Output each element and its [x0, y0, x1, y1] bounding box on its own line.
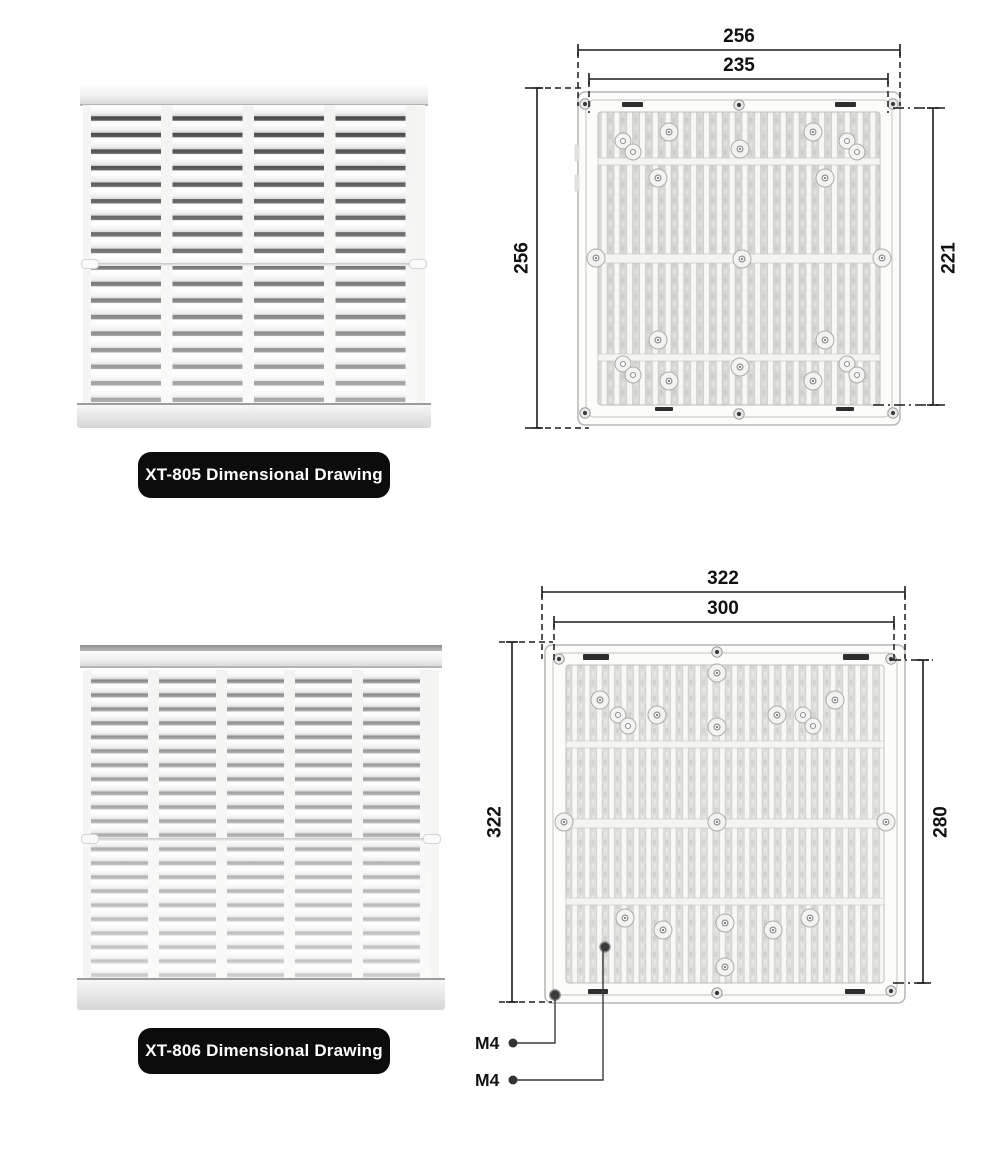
xt805-inner-width-value: 235: [723, 55, 755, 76]
xt805-inner-height-value: 221: [938, 242, 960, 274]
xt806-inner-width-value: 300: [707, 598, 739, 619]
xt806-photo-seam-tab-right: [423, 834, 441, 844]
xt805-photo-louver-area: [83, 105, 425, 403]
xt806-photo-louver-slots: [91, 670, 431, 978]
xt806-label-text: XT-806 Dimensional Drawing: [145, 1041, 383, 1060]
xt805-photo-seam-tab-left: [81, 259, 99, 269]
xt805-photo-louver-slots: [91, 105, 417, 403]
xt806-dim-outer-height: [485, 642, 554, 1002]
xt806-front-photo: [80, 645, 442, 1010]
xt806-photo-base: [77, 978, 445, 1010]
xt806-outer-height-value: 322: [484, 806, 506, 838]
xt806-outer-width-value: 322: [707, 568, 739, 589]
xt805-outer-width-value: 256: [723, 26, 755, 47]
xt805-photo-base: [77, 403, 431, 428]
xt806-m4-callout-top: [475, 998, 555, 1053]
xt805-front-photo: [80, 85, 428, 428]
xt805-photo-top-cap: [80, 85, 428, 106]
xt806-m4-label-bottom: M4: [475, 1070, 500, 1090]
xt805-outer-height-value: 256: [511, 242, 533, 274]
xt806-grid-mounting-hole: [600, 942, 610, 952]
xt806-photo-seam-tab-left: [81, 834, 99, 844]
xt805-rear-dimensional-drawing: [505, 20, 980, 450]
xt805-photo-seam-tab-right: [409, 259, 427, 269]
xt806-inner-height-value: 280: [930, 806, 952, 838]
xt806-photo-louver-area: [83, 670, 439, 978]
xt806-label: [138, 1028, 390, 1074]
xt806-m4-label-top: M4: [475, 1033, 500, 1053]
xt806-photo-mid-seam: [83, 838, 439, 841]
xt805-label-text: XT-805 Dimensional Drawing: [145, 465, 383, 484]
xt806-rear-dimensional-drawing: [455, 565, 1000, 1110]
xt805-label: [138, 452, 390, 498]
xt806-photo-top-cap: [80, 651, 442, 668]
xt805-photo-mid-seam: [83, 263, 425, 266]
